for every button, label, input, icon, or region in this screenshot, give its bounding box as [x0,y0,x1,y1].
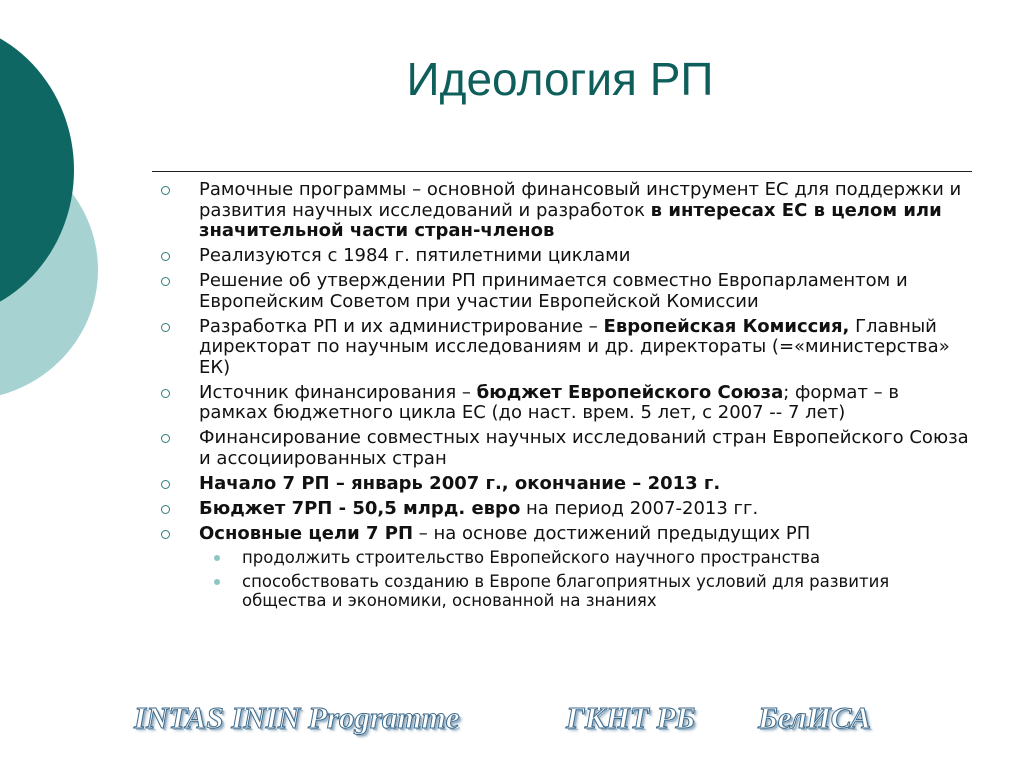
bullet-item: Финансирование совместных научных исследований стран Европейского Союза и ассоциированных стран [158,428,970,469]
bullet-item: Источник финансирования – бюджет Европейского Союза; формат – в рамках бюджетного цикла ЕС (до наст. врем. 5 лет, с 2007 -- 7 лет) [158,383,970,424]
bullet-list [158,180,970,611]
bullet-item: Основные цели 7 РП – на основе достижений предыдущих РП продолжить строительство Европейского научного пространства способствовать созданию в Европе благоприятных условий для развития общества и экономики, основанной на знаниях [158,524,970,611]
slide-title: Идеология РП [406,53,714,105]
sub-bullet-item: способствовать созданию в Европе благоприятных условий для развития общества и экономики, основанной на знаниях [201,572,970,611]
sub-bullet-list [199,548,970,611]
bullet-item: Бюджет 7РП - 50,5 млрд. евро на период 2007-2013 гг. [158,499,970,520]
bullet-item: Реализуются с 1984 г. пятилетними циклами [158,246,970,267]
footer-logos [0,700,1024,750]
footer-gknt-text: ГКНТ РБ [566,700,696,735]
footer-belisa-text: БелИСА [758,700,871,735]
bullet-item: Разработка РП и их администрирование – Европейская Комиссия, Главный директорат по научным исследованиям и др. директораты (=«министерства» ЕК) [158,317,970,379]
slide-content [158,180,970,615]
bullet-item: Начало 7 РП – январь 2007 г., окончание – 2013 г. [158,474,970,495]
bullet-item: Рамочные программы – основной финансовый инструмент ЕС для поддержки и развития научных исследований и разработок в интересах ЕС в целом или значительной части стран-членов [158,180,970,242]
title-divider [152,171,972,172]
bullet-item: Решение об утверждении РП принимается совместно Европарламентом и Европейским Советом при участии Европейской Комиссии [158,271,970,312]
footer-intas-text: INTAS ININ Programme [134,700,460,735]
sub-bullet-item: продолжить строительство Европейского научного пространства [201,548,970,568]
